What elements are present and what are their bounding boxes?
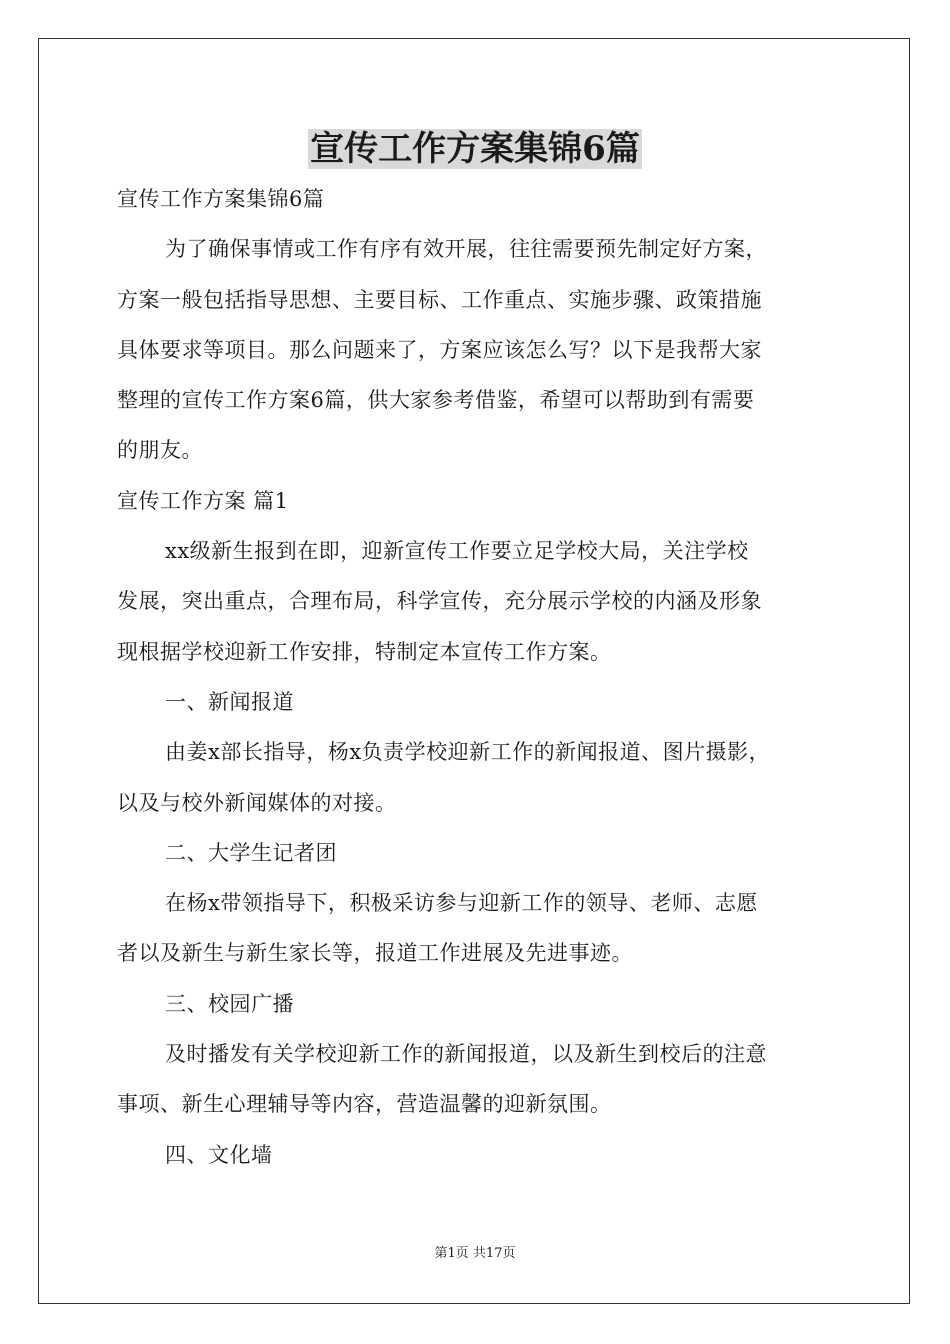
paragraph-line: 事项、新生心理辅导等内容，营造温馨的迎新氛围。: [117, 1092, 612, 1117]
paragraph-line: 由姜x部长指导，杨x负责学校迎新工作的新闻报道、图片摄影，: [165, 740, 771, 765]
intro-paragraph-line: 的朋友。: [117, 438, 203, 463]
paragraph-line: 发展，突出重点，合理布局，科学宣传，充分展示学校的内涵及形象: [117, 589, 762, 614]
intro-paragraph-line: 方案一般包括指导思想、主要目标、工作重点、实施步骤、政策措施: [117, 287, 762, 312]
document-title-text: 宣传工作方案集锦6篇: [310, 129, 640, 169]
subheading-news: 一、新闻报道: [165, 689, 294, 714]
subheading-broadcast: 三、校园广播: [165, 991, 294, 1016]
paragraph-line: 以及与校外新闻媒体的对接。: [117, 790, 397, 815]
subheading-reporters: 二、大学生记者团: [165, 840, 337, 865]
document-title: [0, 124, 950, 174]
intro-paragraph-line: 整理的宣传工作方案6篇，供大家参考借鉴，希望可以帮助到有需要: [117, 388, 755, 413]
subheading-culture-wall: 四、文化墙: [165, 1142, 273, 1167]
document-body: [117, 174, 837, 1180]
intro-paragraph-line: 具体要求等项目。那么问题来了，方案应该怎么写？以下是我帮大家: [117, 337, 762, 362]
paragraph-line: 者以及新生与新生家长等，报道工作进展及先进事迹。: [117, 941, 633, 966]
section-heading: 宣传工作方案 篇1: [117, 488, 289, 513]
paragraph-line: xx级新生报到在即，迎新宣传工作要立足学校大局，关注学校: [165, 539, 749, 564]
paragraph-line: 现根据学校迎新工作安排，特制定本宣传工作方案。: [117, 639, 612, 664]
paragraph-line: 在杨x带领指导下，积极采访参与迎新工作的领导、老师、志愿: [165, 891, 758, 916]
paragraph-line: 及时播发有关学校迎新工作的新闻报道，以及新生到校后的注意: [165, 1042, 767, 1067]
page-footer: 第1页 共17页: [434, 1246, 516, 1261]
intro-paragraph-line: 为了确保事情或工作有序有效开展，往往需要预先制定好方案，: [165, 237, 767, 262]
subtitle-line: 宣传工作方案集锦6篇: [117, 187, 325, 211]
